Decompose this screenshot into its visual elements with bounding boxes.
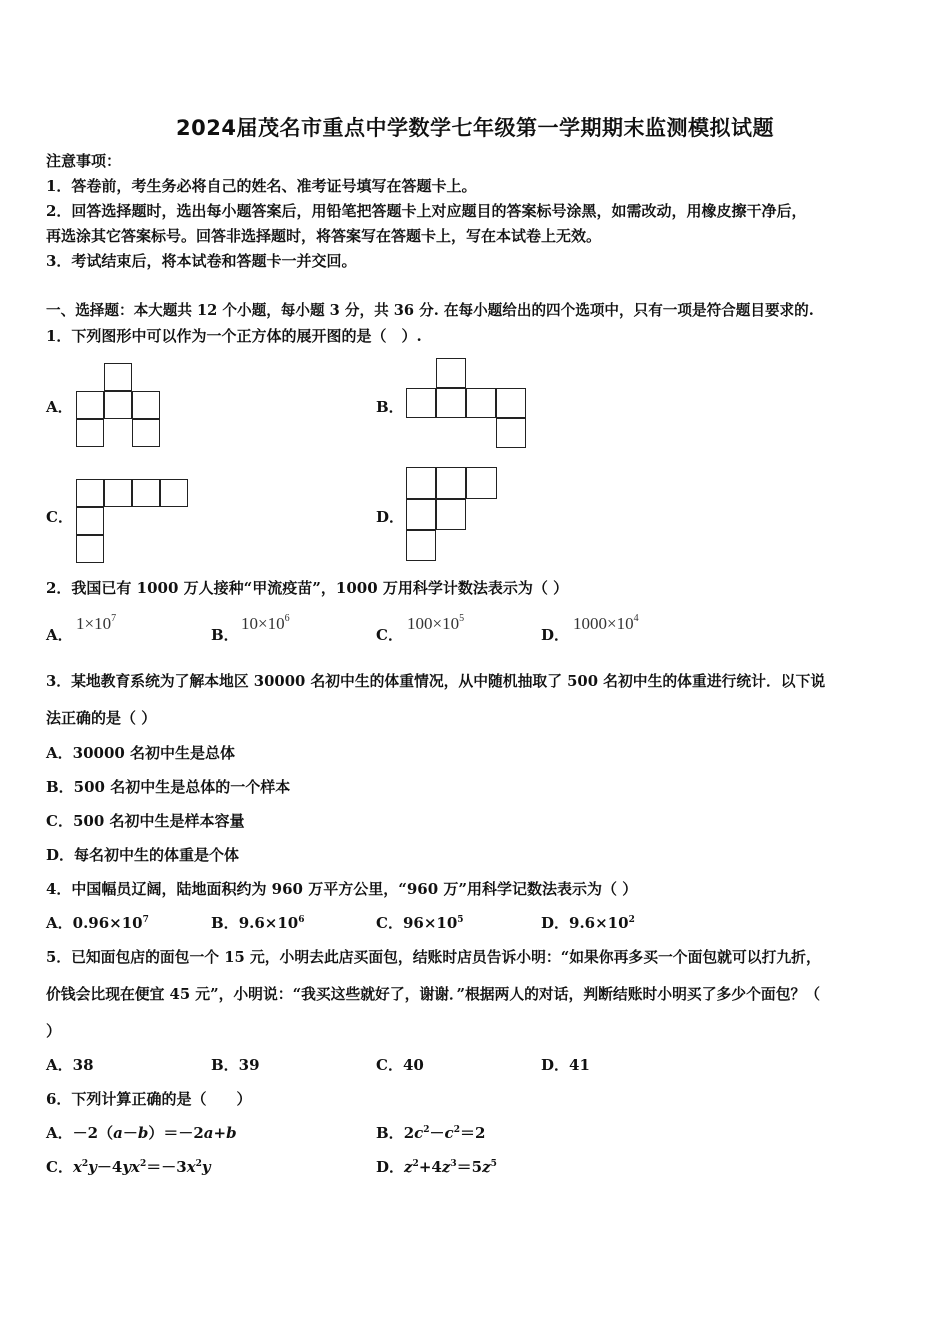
- notice-item: 1．答卷前，考生务必将自己的姓名、准考证号填写在答题卡上。: [46, 177, 477, 195]
- section-heading: 一、选择题：本大题共 12 个小题，每小题 3 分，共 36 分. 在每小题给出的四个选项中，只有一项是符合题目要求的.: [46, 302, 814, 319]
- q3-option-d: D．每名初中生的体重是个体: [46, 846, 240, 864]
- q2-option-a-label: A．: [46, 626, 73, 644]
- q6-option-c: C．$x^2y-4yx^2=-3x^2y$: [46, 1158, 211, 1176]
- q3-option-b: B．500 名初中生是总体的一个样本: [46, 778, 291, 796]
- page-title: 2024届茂名市重点中学数学七年级第一学期期末监测模拟试题: [176, 116, 774, 140]
- q4-option-d: D．$9.6\times 10^2$: [541, 914, 635, 932]
- notice-item: 再选涂其它答案标号。回答非选择题时，将答案写在答题卡上，写在本试卷上无效。: [46, 227, 602, 245]
- q4-option-a: A．$0.96\times 10^7$: [46, 914, 149, 932]
- q5-option-b: B．39: [211, 1056, 260, 1074]
- q2-option-d-value: $1000\times 10^4$: [573, 613, 639, 633]
- notice-item: 3．考试结束后，将本试卷和答题卡一并交回。: [46, 252, 357, 270]
- q6-option-a: A．－2（a－b）＝－2a+b: [46, 1124, 237, 1142]
- q4-option-c: C．$96\times 10^5$: [376, 914, 464, 932]
- q6-option-d: D．$z^2+4z^3=5z^5$: [376, 1158, 497, 1176]
- q2-option-b-label: B．: [211, 626, 239, 644]
- q5-option-c: C．40: [376, 1056, 424, 1074]
- q1-option-d-label: D．: [376, 508, 405, 526]
- q5-option-d: D．41: [541, 1056, 590, 1074]
- q2-option-d-label: D．: [541, 626, 570, 644]
- question-2-stem: 2．我国已有 1000 万人接种“甲流疫苗”，1000 万用科学计数法表示为（ ）: [46, 579, 569, 597]
- q2-option-c-value: $100\times 10^5$: [407, 613, 465, 633]
- question-6-stem: 6．下列计算正确的是（ ）: [46, 1090, 252, 1108]
- q2-option-c-label: C．: [376, 626, 403, 644]
- q2-option-a-value: $1\times 10^7$: [76, 613, 117, 633]
- notice-item: 2．回答选择题时，选出每小题答案后，用铅笔把答题卡上对应题目的答案标号涂黑，如需改动，用橡皮擦干净后，: [46, 202, 807, 220]
- question-5-stem-end: ）: [46, 1022, 62, 1040]
- q1-option-c-label: C．: [46, 508, 73, 526]
- q6-option-b: B．$2c^2-c^2=2$: [376, 1124, 486, 1142]
- notice-heading: 注意事项：: [46, 152, 122, 170]
- q3-option-a: A．30000 名初中生是总体: [46, 744, 236, 762]
- q2-option-b-value: $10\times 10^6$: [241, 613, 290, 633]
- question-5-stem-cont: 价钱会比现在便宜 45 元”，小明说：“我买这些就好了，谢谢．”根据两人的对话，判断结账时小明买了多少个面包？（: [46, 986, 821, 1003]
- question-3-stem-cont: 法正确的是（ ）: [46, 709, 157, 727]
- question-4-stem: 4．中国幅员辽阔，陆地面积约为 960 万平方公里，“960 万”用科学记数法表示为（ ）: [46, 880, 638, 898]
- question-5-stem: 5．已知面包店的面包一个 15 元，小明去此店买面包，结账时店员告诉小明：“如果你再多买一个面包就可以打九折，: [46, 949, 821, 966]
- q1-option-a-label: A．: [46, 398, 73, 416]
- q5-option-a: A．38: [46, 1056, 94, 1074]
- q4-option-b: B．$9.6\times 10^6$: [211, 914, 305, 932]
- question-1-stem: 1．下列图形中可以作为一个正方体的展开图的是（ ）.: [46, 327, 422, 345]
- q3-option-c: C．500 名初中生是样本容量: [46, 812, 245, 830]
- question-3-stem: 3．某地教育系统为了解本地区 30000 名初中生的体重情况，从中随机抽取了 500 名初中生的体重进行统计．以下说: [46, 673, 826, 690]
- q1-option-b-label: B．: [376, 398, 404, 416]
